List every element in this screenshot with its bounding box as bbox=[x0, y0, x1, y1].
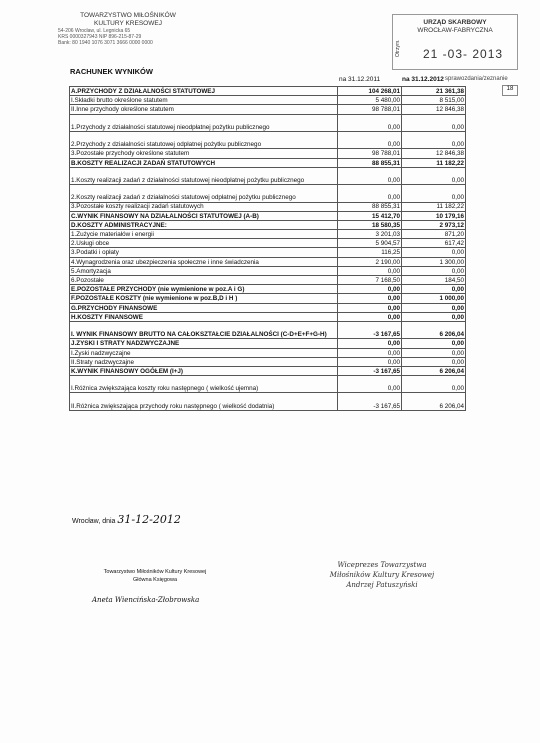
value-2011: 0,00 bbox=[338, 357, 402, 366]
stamp-date: 21 -03- 2013 bbox=[423, 47, 504, 61]
value-2011: 88 855,31 bbox=[338, 158, 402, 167]
column-header-2011: na 31.12.2011 bbox=[339, 76, 381, 83]
place-date bbox=[72, 513, 181, 526]
organization-header bbox=[38, 12, 218, 46]
value-2012: 2 973,12 bbox=[402, 220, 466, 229]
org-address: 54-206 Wrocław, ul. Legnicka 65 bbox=[58, 28, 131, 34]
value-2011: -3 167,65 bbox=[338, 321, 402, 338]
table-row bbox=[70, 230, 466, 239]
page-number: 18 bbox=[502, 85, 518, 96]
table-row bbox=[70, 87, 466, 96]
value-2011: 0,00 bbox=[338, 339, 402, 348]
row-label: I.Różnica zwiększająca koszty roku następnego ( wielkość ujemna) bbox=[70, 376, 338, 393]
table-row bbox=[70, 185, 466, 202]
value-2011: 98 788,01 bbox=[338, 105, 402, 114]
value-2011: 0,00 bbox=[338, 266, 402, 275]
row-label: 1.Koszty realizacji zadań z działalności statutowej nieodpłatnej pożytku publicznego bbox=[70, 167, 338, 184]
document-title: RACHUNEK WYNIKÓW bbox=[70, 67, 153, 76]
value-2011: 5 480,00 bbox=[338, 96, 402, 105]
tax-office-stamp bbox=[392, 14, 518, 70]
row-label: F.POZOSTAŁE KOSZTY (nie wymienione w poz.B,D i H ) bbox=[70, 294, 338, 303]
place-date-label: Wrocław, dnia bbox=[72, 518, 116, 525]
value-2012: 0,00 bbox=[402, 312, 466, 321]
row-label: 2.Usługi obce bbox=[70, 239, 338, 248]
value-2012: 0,00 bbox=[402, 131, 466, 148]
value-2012: 0,00 bbox=[402, 185, 466, 202]
org-name-line2: KULTURY KRESOWEJ bbox=[94, 20, 162, 27]
column-note: sprawozdania/zeznanie bbox=[445, 76, 508, 82]
table-row bbox=[70, 131, 466, 148]
value-2011: 104 268,01 bbox=[338, 87, 402, 96]
value-2011: 0,00 bbox=[338, 167, 402, 184]
value-2012: 6 206,04 bbox=[402, 321, 466, 338]
row-label: II.Różnica zwiększająca przychody roku następnego ( wielkość dodatnia) bbox=[70, 393, 338, 410]
table-row bbox=[70, 393, 466, 410]
column-header-2012: na 31.12.2012 bbox=[402, 76, 444, 83]
value-2012: 871,20 bbox=[402, 230, 466, 239]
row-label: I.Zyski nadzwyczajne bbox=[70, 348, 338, 357]
row-label: J.ZYSKI I STRATY NADZWYCZAJNE bbox=[70, 339, 338, 348]
table-row bbox=[70, 96, 466, 105]
board-line1: Wiceprezes Towarzystwa bbox=[337, 561, 427, 569]
table-row bbox=[70, 312, 466, 321]
row-label: 5.Amortyzacja bbox=[70, 266, 338, 275]
row-label: II.Inne przychody określone statutem bbox=[70, 105, 338, 114]
row-label: 2.Koszty realizacji zadań z działalności statutowej odpłatnej pożytku publicznego bbox=[70, 185, 338, 202]
accountant-seal bbox=[100, 568, 210, 584]
value-2011: 18 580,35 bbox=[338, 220, 402, 229]
table-row bbox=[70, 357, 466, 366]
row-label: 3.Pozostałe przychody określone statutem bbox=[70, 149, 338, 158]
value-2011: 0,00 bbox=[338, 131, 402, 148]
table-row bbox=[70, 339, 466, 348]
value-2012: 0,00 bbox=[402, 285, 466, 294]
row-label: I. WYNIK FINANSOWY BRUTTO NA CAŁOKSZTAŁCIE DZIAŁALNOŚCI (C-D+E+F+G-H) bbox=[70, 321, 338, 338]
value-2012: 11 182,22 bbox=[402, 158, 466, 167]
value-2012: 12 846,38 bbox=[402, 105, 466, 114]
table-row bbox=[70, 202, 466, 211]
org-name-line1: TOWARZYSTWO MIŁOŚNIKÓW bbox=[80, 12, 176, 19]
value-2012: 0,00 bbox=[402, 339, 466, 348]
accountant-signature: Aneta Wiencińska-Złobrowska bbox=[92, 596, 200, 604]
row-label: D.KOSZTY ADMINISTRACYJNE: bbox=[70, 220, 338, 229]
value-2012: 0,00 bbox=[402, 266, 466, 275]
row-label: 2.Przychody z działalności statutowej odpłatnej pożytku publicznego bbox=[70, 131, 338, 148]
value-2011: 7 168,50 bbox=[338, 276, 402, 285]
row-label: E.POZOSTAŁE PRZYCHODY (nie wymienione w poz.A i G) bbox=[70, 285, 338, 294]
board-signature bbox=[312, 560, 452, 590]
stamp-office: URZĄD SKARBOWY bbox=[423, 19, 487, 26]
value-2011: 0,00 bbox=[338, 348, 402, 357]
row-label: 1.Zużycie materiałów i energii bbox=[70, 230, 338, 239]
value-2012: 12 846,38 bbox=[402, 149, 466, 158]
row-label: G.PRZYCHODY FINANSOWE bbox=[70, 303, 338, 312]
row-label: K.WYNIK FINANSOWY OGÓŁEM (I+J) bbox=[70, 366, 338, 375]
table-row bbox=[70, 303, 466, 312]
table-row bbox=[70, 276, 466, 285]
org-registry: KRS 0000327943 NIP 896-215-87-29 bbox=[58, 34, 142, 40]
row-label: 6.Pozostałe bbox=[70, 276, 338, 285]
value-2012: 0,00 bbox=[402, 376, 466, 393]
org-bank: Bank: 80 1940 1076 3071 3666 0000 0000 bbox=[58, 40, 153, 46]
table-row bbox=[70, 114, 466, 131]
row-label: 3.Pozostałe koszty realizacji zadań statutowych bbox=[70, 202, 338, 211]
value-2012: 6 206,04 bbox=[402, 366, 466, 375]
value-2011: 5 904,57 bbox=[338, 239, 402, 248]
seal-line1: Towarzystwo Miłośników Kultury Kresowej bbox=[103, 569, 207, 575]
value-2011: 3 201,03 bbox=[338, 230, 402, 239]
value-2011: 0,00 bbox=[338, 376, 402, 393]
value-2011: 116,25 bbox=[338, 248, 402, 257]
value-2012: 0,00 bbox=[402, 303, 466, 312]
table-row bbox=[70, 376, 466, 393]
value-2012: 21 361,38 bbox=[402, 87, 466, 96]
board-line3: Andrzej Patuszyński bbox=[346, 581, 418, 589]
value-2011: -3 167,65 bbox=[338, 393, 402, 410]
table-row bbox=[70, 248, 466, 257]
row-label: II.Straty nadzwyczajne bbox=[70, 357, 338, 366]
row-label: 4.Wynagrodzenia oraz ubezpieczenia społeczne i inne świadczenia bbox=[70, 257, 338, 266]
table-row bbox=[70, 105, 466, 114]
table-row bbox=[70, 257, 466, 266]
table-row bbox=[70, 220, 466, 229]
table-row bbox=[70, 211, 466, 220]
value-2011: -3 167,65 bbox=[338, 366, 402, 375]
board-line2: Miłośników Kultury Kresowej bbox=[329, 571, 435, 579]
row-label: 1.Przychody z działalności statutowej nieodpłatnej pożytku publicznego bbox=[70, 114, 338, 131]
value-2011: 0,00 bbox=[338, 114, 402, 131]
table-row bbox=[70, 321, 466, 338]
value-2011: 0,00 bbox=[338, 294, 402, 303]
value-2012: 0,00 bbox=[402, 357, 466, 366]
value-2012: 0,00 bbox=[402, 248, 466, 257]
value-2012: 6 206,04 bbox=[402, 393, 466, 410]
value-2011: 0,00 bbox=[338, 185, 402, 202]
table-row bbox=[70, 266, 466, 275]
row-label: C.WYNIK FINANSOWY NA DZIAŁALNOŚCI STATUTOWEJ (A-B) bbox=[70, 211, 338, 220]
value-2012: 617,42 bbox=[402, 239, 466, 248]
value-2012: 0,00 bbox=[402, 348, 466, 357]
value-2012: 1 000,00 bbox=[402, 294, 466, 303]
table-row bbox=[70, 366, 466, 375]
row-label: 3.Podatki i opłaty bbox=[70, 248, 338, 257]
table-row bbox=[70, 149, 466, 158]
value-2012: 10 179,16 bbox=[402, 211, 466, 220]
table-row bbox=[70, 239, 466, 248]
value-2011: 0,00 bbox=[338, 303, 402, 312]
table-row bbox=[70, 285, 466, 294]
stamp-received: Otrzym. bbox=[395, 39, 401, 57]
table-row bbox=[70, 294, 466, 303]
stamp-city: WROCŁAW-FABRYCZNA bbox=[417, 27, 493, 34]
value-2011: 0,00 bbox=[338, 312, 402, 321]
table-row bbox=[70, 348, 466, 357]
results-table bbox=[69, 86, 466, 411]
row-label: B.KOSZTY REALIZACJI ZADAŃ STATUTOWYCH bbox=[70, 158, 338, 167]
row-label: A.PRZYCHODY Z DZIAŁALNOŚCI STATUTOWEJ bbox=[70, 87, 338, 96]
value-2012: 0,00 bbox=[402, 167, 466, 184]
value-2011: 0,00 bbox=[338, 285, 402, 294]
row-label: I.Składki brutto określone statutem bbox=[70, 96, 338, 105]
table-row bbox=[70, 167, 466, 184]
value-2012: 8 515,00 bbox=[402, 96, 466, 105]
value-2012: 1 300,00 bbox=[402, 257, 466, 266]
value-2011: 88 855,31 bbox=[338, 202, 402, 211]
row-label: H.KOSZTY FINANSOWE bbox=[70, 312, 338, 321]
value-2011: 2 190,00 bbox=[338, 257, 402, 266]
value-2011: 15 412,70 bbox=[338, 211, 402, 220]
value-2012: 0,00 bbox=[402, 114, 466, 131]
table-row bbox=[70, 158, 466, 167]
place-date-value: 31-12-2012 bbox=[117, 513, 181, 526]
value-2012: 184,50 bbox=[402, 276, 466, 285]
seal-line2: Główna Księgowa bbox=[132, 577, 178, 583]
value-2012: 11 182,22 bbox=[402, 202, 466, 211]
value-2011: 98 788,01 bbox=[338, 149, 402, 158]
